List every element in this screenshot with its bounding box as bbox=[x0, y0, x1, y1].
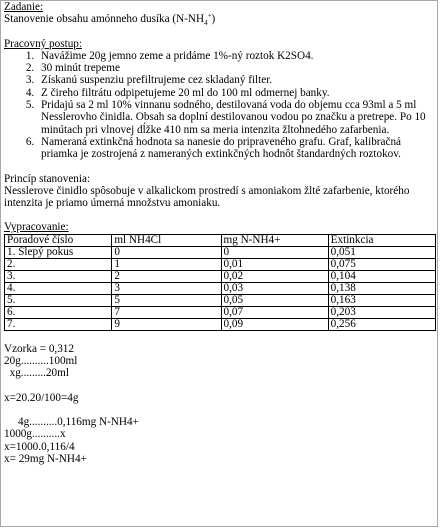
table-row bbox=[5, 318, 436, 330]
table-cell: 3 bbox=[112, 282, 221, 294]
table-cell: 0 bbox=[221, 246, 328, 258]
calc-line: 4g..........0,116mg N-NH4+ bbox=[4, 415, 139, 428]
assignment-title-end: ) bbox=[211, 13, 216, 26]
procedure-step: 3. Získanú suspenziu prefiltrujeme cez skladaný filter. bbox=[37, 74, 434, 86]
table-cell: 0,09 bbox=[221, 318, 328, 330]
calc-line: 20g..........100ml bbox=[4, 355, 78, 368]
assignment-heading: Zadanie: bbox=[4, 1, 44, 13]
assignment-title bbox=[4, 11, 434, 28]
principle-heading: Princíp stanovenia: bbox=[4, 172, 91, 185]
table-cell: 0,203 bbox=[328, 306, 435, 318]
table-header-cell: Extinkcia bbox=[328, 234, 435, 246]
procedure-step: 2. 30 minút trepeme bbox=[37, 62, 434, 74]
table-row bbox=[5, 258, 436, 270]
table-cell: 7. bbox=[5, 318, 112, 330]
table-cell: 0 bbox=[112, 246, 221, 258]
table-cell: 0,01 bbox=[221, 258, 328, 270]
calc-line: x= 29mg N-NH4+ bbox=[4, 452, 87, 465]
calc-line: xg.........20ml bbox=[4, 367, 69, 380]
calculation-block bbox=[4, 343, 434, 465]
table-cell: 1. Slepý pokus bbox=[5, 246, 112, 258]
procedure-step: 5. Pridajú sa 2 ml 10% vinnanu sodného, destilovaná voda do objemu cca 93ml a 5 ml Nesslerovho činidla. Obsah sa doplní destilovanou vodou po značku a pretrepe. Po 10 minútach pri vlnovej dĺžke 410 nm sa meria intenzita žltohnedého zafarbenia. bbox=[37, 99, 434, 136]
table-row bbox=[5, 246, 436, 258]
table-cell: 1 bbox=[112, 258, 221, 270]
table-cell: 0,05 bbox=[221, 294, 328, 306]
table-cell: 0,138 bbox=[328, 282, 435, 294]
table-cell: 0,104 bbox=[328, 270, 435, 282]
calc-line: x=1000.0,116/4 bbox=[4, 440, 75, 453]
table-header-cell: mg N-NH4+ bbox=[221, 234, 328, 246]
table-cell: 0,163 bbox=[328, 294, 435, 306]
table-row bbox=[5, 282, 436, 294]
procedure-step: 1. Navážime 20g jemno zeme a pridáme 1%-ný roztok K2SO4. bbox=[37, 50, 434, 62]
table-cell: 2. bbox=[5, 258, 112, 270]
calibration-table bbox=[4, 234, 436, 331]
table-cell: 6. bbox=[5, 306, 112, 318]
calc-line: Vzorka = 0,312 bbox=[4, 342, 74, 355]
table-cell: 0,256 bbox=[328, 318, 435, 330]
procedure-step: 4. Z čireho filtrátu odpipetujeme 20 ml do 100 ml odmernej banky. bbox=[37, 87, 434, 99]
procedure-steps bbox=[4, 50, 434, 161]
table-row bbox=[5, 270, 436, 282]
assignment-title-sub: 4 bbox=[204, 19, 208, 28]
table-header-cell: ml NH4Cl bbox=[112, 234, 221, 246]
procedure-heading: Pracovný postup: bbox=[4, 37, 82, 50]
table-cell: 0,02 bbox=[221, 270, 328, 282]
table-cell: 0,03 bbox=[221, 282, 328, 294]
table-header-cell: Poradové číslo bbox=[5, 234, 112, 246]
table-cell: 7 bbox=[112, 306, 221, 318]
table-cell: 9 bbox=[112, 318, 221, 330]
assignment-title-text: Stanovenie obsahu amónneho dusíka (N-NH bbox=[4, 13, 205, 26]
table-row bbox=[5, 306, 436, 318]
procedure-step: 6. Nameraná extinkčná hodnota sa nanesie do pripraveného grafu. Graf, kalibračná priamka je zostrojená z nameraných extinkčných hodnôt štandardných roztokov. bbox=[37, 136, 434, 161]
table-cell: 3. bbox=[5, 270, 112, 282]
table-cell: 0,07 bbox=[221, 306, 328, 318]
table-cell: 0,075 bbox=[328, 258, 435, 270]
principle-text: Nesslerove činidlo spôsobuje v alkalickom prostredí s amoniakom žlté zafarbenie, ktorého intenzita je priamo úmerná množstvu amoniaku. bbox=[4, 184, 410, 210]
table-cell: 2 bbox=[112, 270, 221, 282]
table-cell: 4. bbox=[5, 282, 112, 294]
calc-line: x=20.20/100=4g bbox=[4, 391, 79, 404]
assignment-title-sup: + bbox=[207, 11, 212, 20]
table-cell: 0,051 bbox=[328, 246, 435, 258]
table-cell: 5 bbox=[112, 294, 221, 306]
table-cell: 5. bbox=[5, 294, 112, 306]
table-header-row bbox=[5, 234, 436, 246]
results-heading: Vypracovanie: bbox=[4, 221, 69, 234]
calc-line: 1000g..........x bbox=[4, 428, 66, 441]
table-row bbox=[5, 294, 436, 306]
